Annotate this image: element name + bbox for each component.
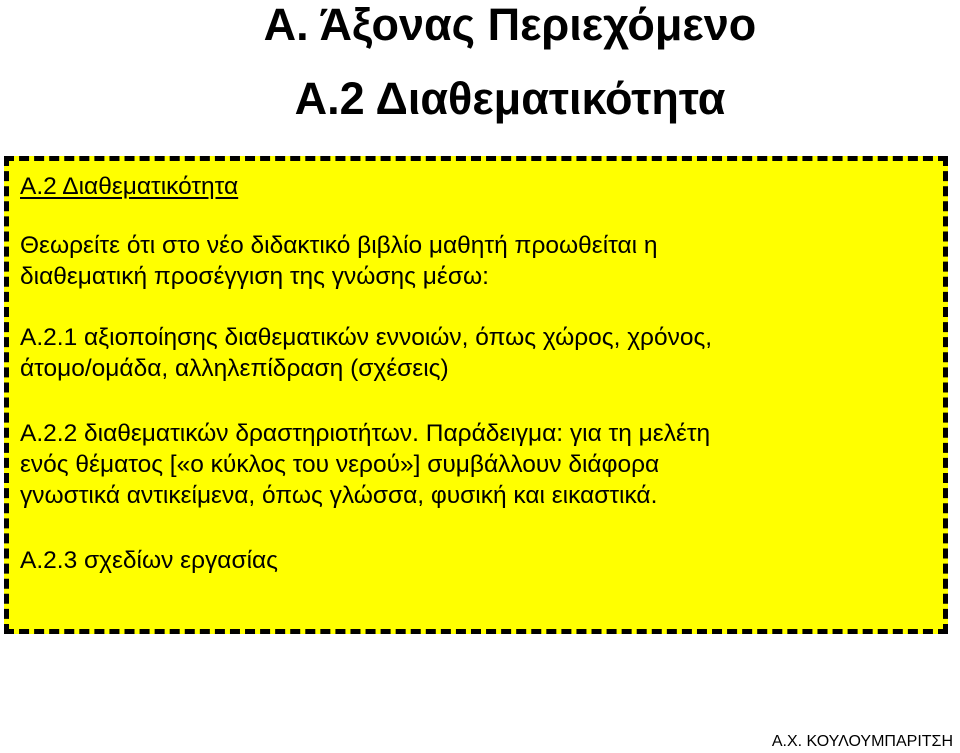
intro-line: διαθεματική προσέγγιση της γνώσης μέσω: xyxy=(20,263,489,290)
item-a22 xyxy=(20,418,710,511)
item-a23: Α.2.3 σχεδίων εργασίας xyxy=(20,547,278,574)
item-a21-line: Α.2.1 αξιοποίησης διαθεματικών εννοιών, όπως χώρος, χρόνος, xyxy=(20,324,713,351)
slide-title-line-1: Α. Άξονας Περιεχόμενο xyxy=(263,0,757,50)
slide-title-line-2: Α.2 Διαθεματικότητα xyxy=(294,73,726,124)
item-a21 xyxy=(20,322,712,384)
item-a22-line: Α.2.2 διαθεματικών δραστηριοτήτων. Παράδειγμα: για τη μελέτη xyxy=(20,420,711,447)
item-a22-line: ενός θέματος [«ο κύκλος του νερού»] συμβάλλουν διάφορα xyxy=(20,451,660,478)
intro-line: Θεωρείτε ότι στο νέο διδακτικό βιβλίο μαθητή προωθείται η xyxy=(20,232,658,259)
item-a22-line: γνωστικά αντικείμενα, όπως γλώσσα, φυσική και εικαστικά. xyxy=(20,482,658,509)
item-a21-line: άτομο/ομάδα, αλληλεπίδραση (σχέσεις) xyxy=(20,355,449,382)
footer-author: Α.Χ. ΚΟΥΛΟΥΜΠΑΡΙΤΣΗ xyxy=(771,733,953,750)
box-heading: Α.2 Διαθεματικότητα xyxy=(20,173,239,200)
intro-paragraph xyxy=(20,230,658,292)
